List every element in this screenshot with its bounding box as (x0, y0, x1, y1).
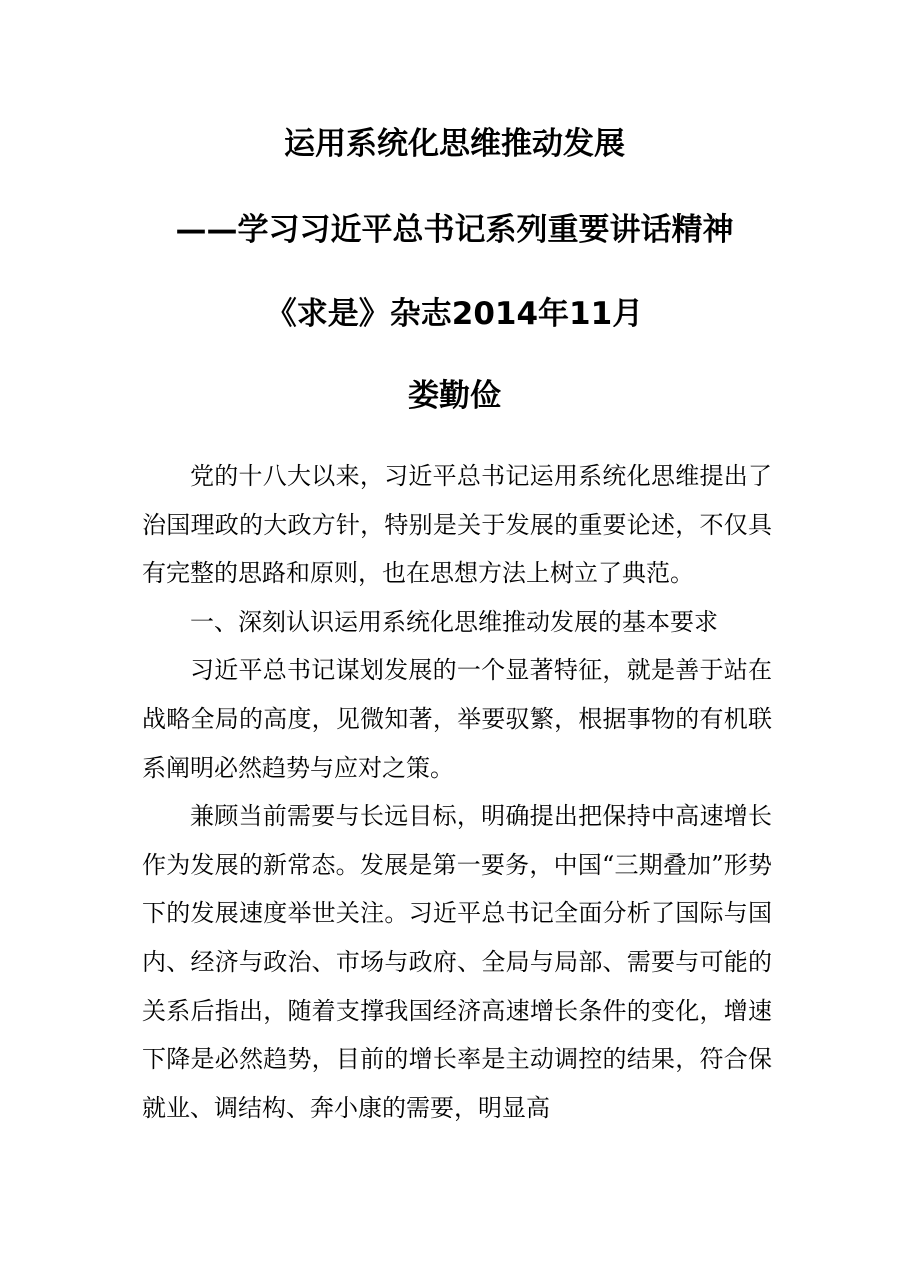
author-name: 娄勤俭 (408, 378, 501, 414)
paragraph-strategy: 习近平总书记谋划发展的一个显著特征，就是善于站在战略全局的高度，见微知著，举要驭繁，根据事物的有机联系阐明必然趋势与应对之策。 (142, 656, 772, 782)
body-text (142, 452, 772, 1132)
publication-source: 《求是》杂志2014年11月 (265, 296, 644, 332)
paragraph-growth: 兼顾当前需要与长远目标，明确提出把保持中高速增长作为发展的新常态。发展是第一要务，中国“三期叠加”形势下的发展速度举世关注。习近平总书记全面分析了国际与国内、经济与政治、市场与政府、全局与局部、需要与可能的关系后指出，随着支撑我国经济高速增长条件的变化，增速下降是必然趋势，目前的增长率是主动调控的结果，符合保就业、调结构、奔小康的需要，明显高 (142, 802, 772, 1122)
document-subtitle: ——学习习近平总书记系列重要讲话精神 (175, 212, 734, 248)
section-heading-one: 一、深刻认识运用系统化思维推动发展的基本要求 (190, 607, 718, 636)
paragraph-intro: 党的十八大以来，习近平总书记运用系统化思维提出了治国理政的大政方针，特别是关于发展的重要论述，不仅具有完整的思路和原则，也在思想方法上树立了典范。 (142, 462, 772, 588)
document-title: 运用系统化思维推动发展 (284, 126, 625, 162)
